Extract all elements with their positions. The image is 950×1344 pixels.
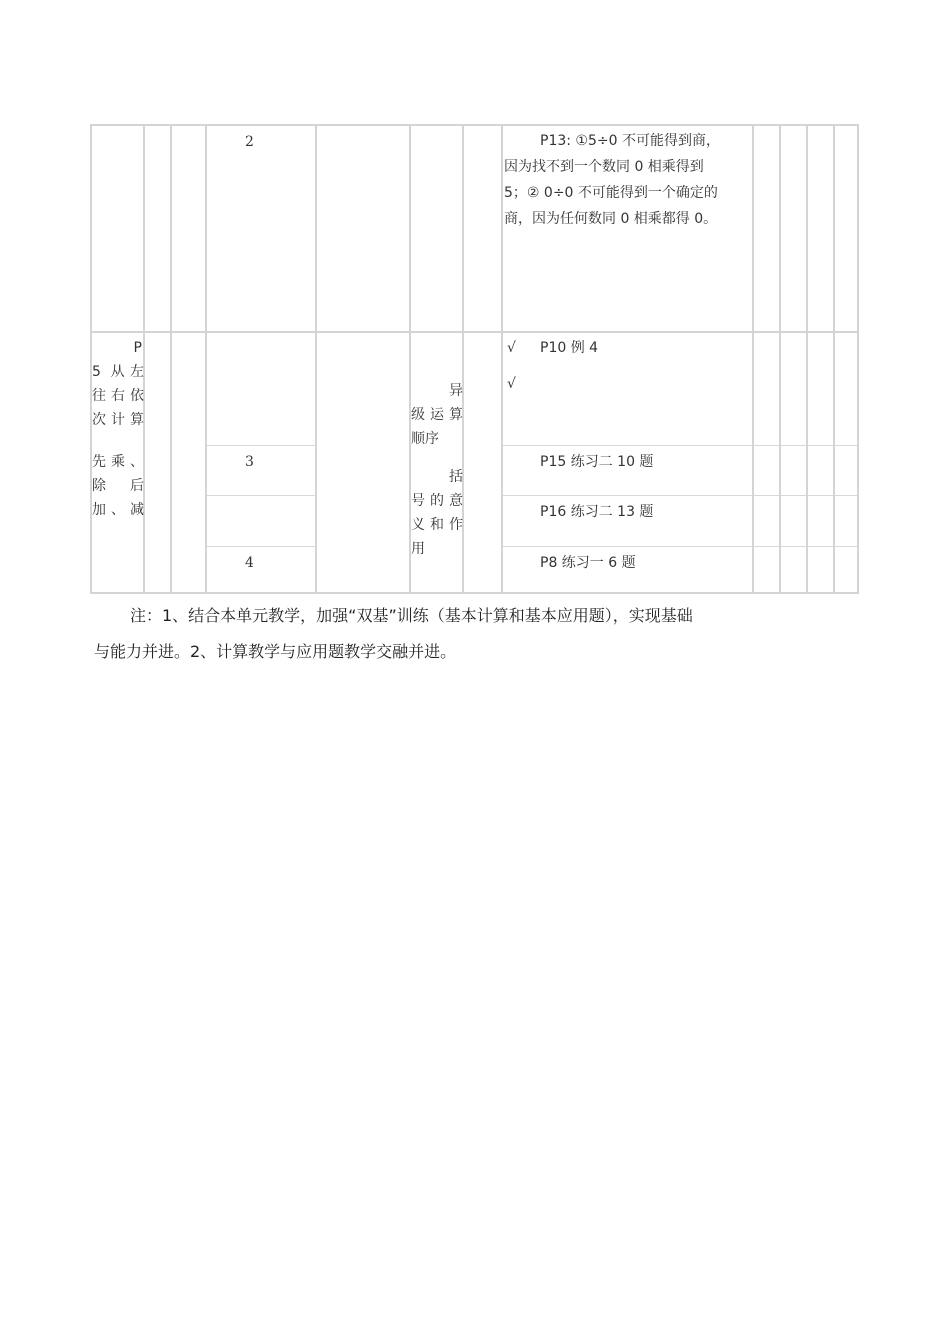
exercise-note: P16 练习二 13 题 [540,504,654,520]
column-divider [833,124,835,594]
content-line: 先乘、 [92,454,144,470]
content-cell [92,336,142,522]
key-line: 括 [449,469,463,485]
exercise-note: P10 例 4 [540,340,599,356]
content-line: 5 从左 [92,364,144,380]
content-line: 次计算 [92,412,144,428]
column-divider [143,124,145,594]
key-line: 义和作 [411,517,463,533]
exercise-note: P15 练习二 10 题 [540,454,654,470]
column-divider [857,124,859,594]
key-point-cell [411,379,463,561]
column-divider [205,124,207,594]
row-divider [206,546,316,547]
key-line: 级运算 [411,407,463,423]
note-line: 5；② 0÷0 不可能得到一个确定的 [504,185,718,201]
content-line: P [133,340,142,356]
column-divider [779,124,781,594]
footer-note-line2: 与能力并进。2、计算教学与应用题教学交融并进。 [94,642,457,661]
column-divider [501,124,503,594]
column-divider [806,124,808,594]
lesson-table [90,124,859,594]
note-line: P13: ①5÷0 不可能得到商， [540,133,720,149]
lesson-number: 3 [245,454,254,470]
key-line: 号的意 [411,493,463,509]
row-divider [206,445,316,446]
row-divider [206,495,316,496]
lesson-number: 2 [245,134,254,150]
key-line: 用 [411,541,425,557]
check-mark: √ [507,340,516,356]
key-line: 顺序 [411,431,439,447]
footer-note-line1: 注：1、结合本单元教学，加强“双基”训练（基本计算和基本应用题），实现基础 [130,606,693,625]
lesson-number: 4 [245,555,254,571]
key-line: 异 [449,383,463,399]
content-line: 加、减 [92,502,144,518]
check-mark: √ [507,376,516,392]
content-line: 往右依 [92,388,144,404]
column-divider [315,124,317,594]
row1-note [504,128,754,232]
content-line: 除 后 [92,478,144,494]
column-divider [170,124,172,594]
exercise-note: P8 练习一 6 题 [540,555,636,571]
note-line: 因为找不到一个数同 0 相乘得到 [504,159,704,175]
note-line: 商，因为任何数同 0 相乘都得 0。 [504,211,718,227]
